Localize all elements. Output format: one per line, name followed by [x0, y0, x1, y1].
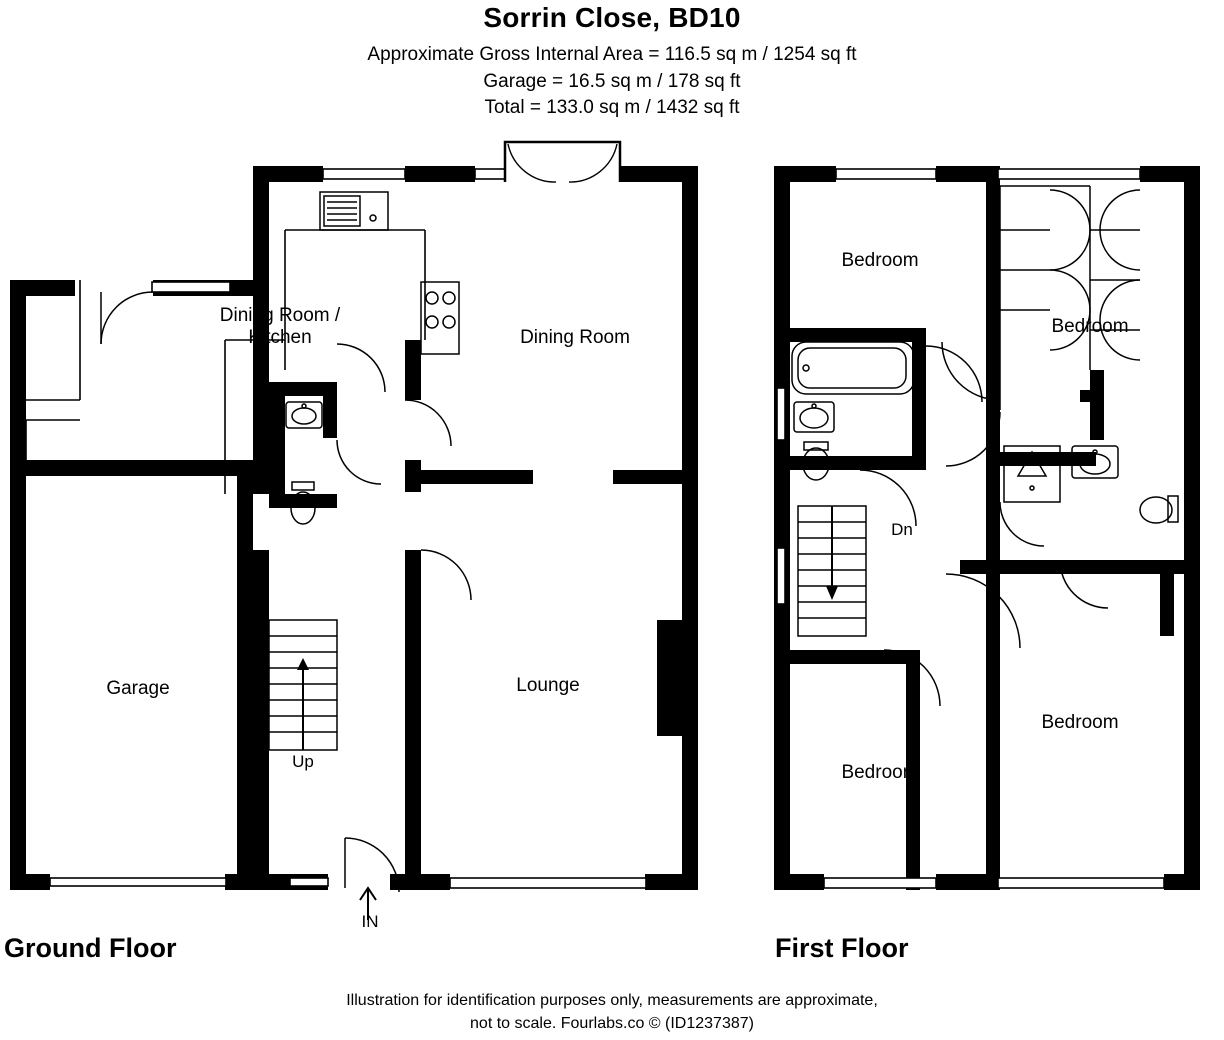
ground-floor-drawing [0, 130, 720, 920]
gross-internal-area-text: Approximate Gross Internal Area = 116.5 sq m / 1254 sq ft [367, 44, 857, 65]
dining-kitchen-line2: Kitchen [248, 327, 312, 348]
bathtub-icon [792, 342, 914, 394]
room-label-dining-kitchen [190, 305, 370, 349]
total-area-text: Total = 133.0 sq m / 1432 sq ft [484, 97, 740, 118]
first-floor-drawing [760, 130, 1220, 920]
garage-area-text: Garage = 16.5 sq m / 178 sq ft [483, 71, 741, 92]
room-label-dining-room: Dining Room [520, 327, 630, 348]
room-label-garage: Garage [106, 678, 170, 699]
bay-window-door-swing [508, 144, 617, 182]
dining-kitchen-line1: Dining Room / [219, 305, 341, 326]
bathroom-basin-icon [794, 402, 834, 432]
staircase-up [269, 620, 337, 750]
room-label-bedroom-4: Bedroom [841, 762, 919, 783]
first-floor-plan [760, 130, 1220, 920]
entrance-label: IN [361, 912, 379, 931]
ground-floor-windows [50, 169, 646, 888]
page-title: Sorrin Close, BD10 [483, 2, 741, 33]
room-label-bedroom-3: Bedroom [1041, 712, 1119, 733]
footer-disclaimer-line1: Illustration for identification purposes only, measurements are approximate, [346, 992, 878, 1009]
room-label-lounge: Lounge [516, 675, 580, 696]
first-floor-label: First Floor [775, 933, 909, 963]
ground-floor-partitions [26, 230, 425, 494]
stairs-up-label: Up [292, 752, 314, 771]
ensuite-wc-icon [1140, 496, 1178, 523]
cooker-hob-icon [421, 282, 459, 354]
stairs-down-label: Dn [891, 520, 913, 539]
cloakroom-basin-icon [286, 402, 322, 428]
staircase-down [798, 506, 866, 636]
room-label-bedroom-2: Bedroom [1051, 316, 1129, 337]
ground-floor-plan [0, 130, 720, 931]
footer-disclaimer-line2: not to scale. Fourlabs.co © (ID1237387) [470, 1015, 754, 1032]
room-label-bedroom-1: Bedroom [841, 250, 919, 271]
kitchen-sink-icon [320, 192, 388, 230]
ground-floor-walls [10, 166, 698, 890]
wardrobe-lines [1000, 186, 1140, 410]
bay-window [505, 142, 620, 182]
ground-floor-label: Ground Floor [4, 933, 177, 963]
